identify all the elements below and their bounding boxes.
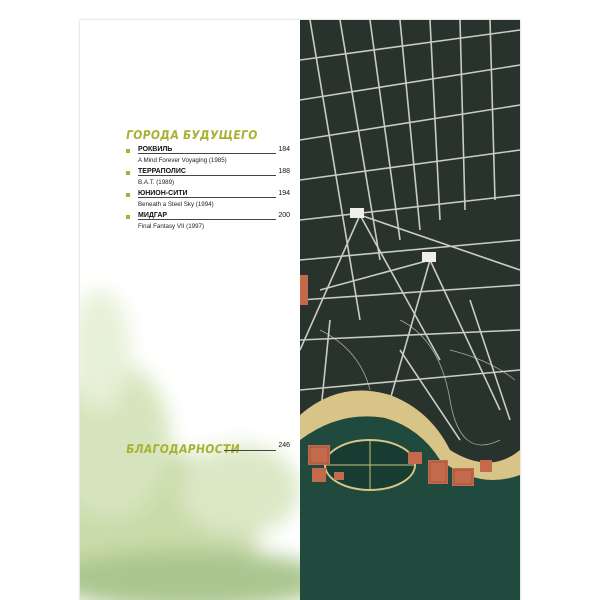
bullet-icon bbox=[126, 149, 130, 153]
toc-panel bbox=[80, 20, 300, 600]
entry-title: МИДГАР bbox=[138, 212, 168, 219]
entry-page: 188 bbox=[278, 168, 290, 175]
toc-entry-acknowledgements[interactable] bbox=[126, 440, 290, 454]
entry-page: 194 bbox=[278, 190, 290, 197]
entry-title: ТЕРРАПОЛИС bbox=[138, 168, 186, 175]
dot-leader bbox=[138, 219, 276, 220]
entry-title: РОКВИЛЬ bbox=[138, 146, 173, 153]
bullet-icon bbox=[126, 193, 130, 197]
toc-entry[interactable] bbox=[126, 190, 290, 212]
entry-page: 200 bbox=[278, 212, 290, 219]
toc-entry[interactable] bbox=[126, 212, 290, 234]
city-map-illustration bbox=[300, 20, 520, 600]
entry-game: A Mind Forever Voyaging (1985) bbox=[138, 157, 227, 164]
entry-game: Final Fantasy VII (1997) bbox=[138, 223, 205, 230]
dot-leader bbox=[138, 153, 276, 154]
bullet-icon bbox=[126, 171, 130, 175]
dot-leader bbox=[138, 197, 276, 198]
acknowledgements-heading: БЛАГОДАРНОСТИ bbox=[125, 442, 241, 456]
table-of-contents bbox=[126, 128, 290, 234]
dot-leader bbox=[224, 450, 276, 451]
dot-leader bbox=[138, 175, 276, 176]
entry-page: 184 bbox=[278, 146, 290, 153]
watercolor-wash bbox=[80, 20, 300, 600]
toc-entry[interactable] bbox=[126, 146, 290, 168]
section-heading: ГОРОДА БУДУЩЕГО bbox=[125, 128, 259, 142]
entry-game: Beneath a Steel Sky (1994) bbox=[138, 201, 214, 208]
entry-game: B.A.T. (1989) bbox=[138, 179, 175, 186]
toc-entry[interactable] bbox=[126, 168, 290, 190]
bullet-icon bbox=[126, 215, 130, 219]
entry-title: ЮНИОН-СИТИ bbox=[138, 190, 188, 197]
acknowledgements-page: 246 bbox=[278, 442, 290, 449]
book-page bbox=[80, 20, 520, 600]
